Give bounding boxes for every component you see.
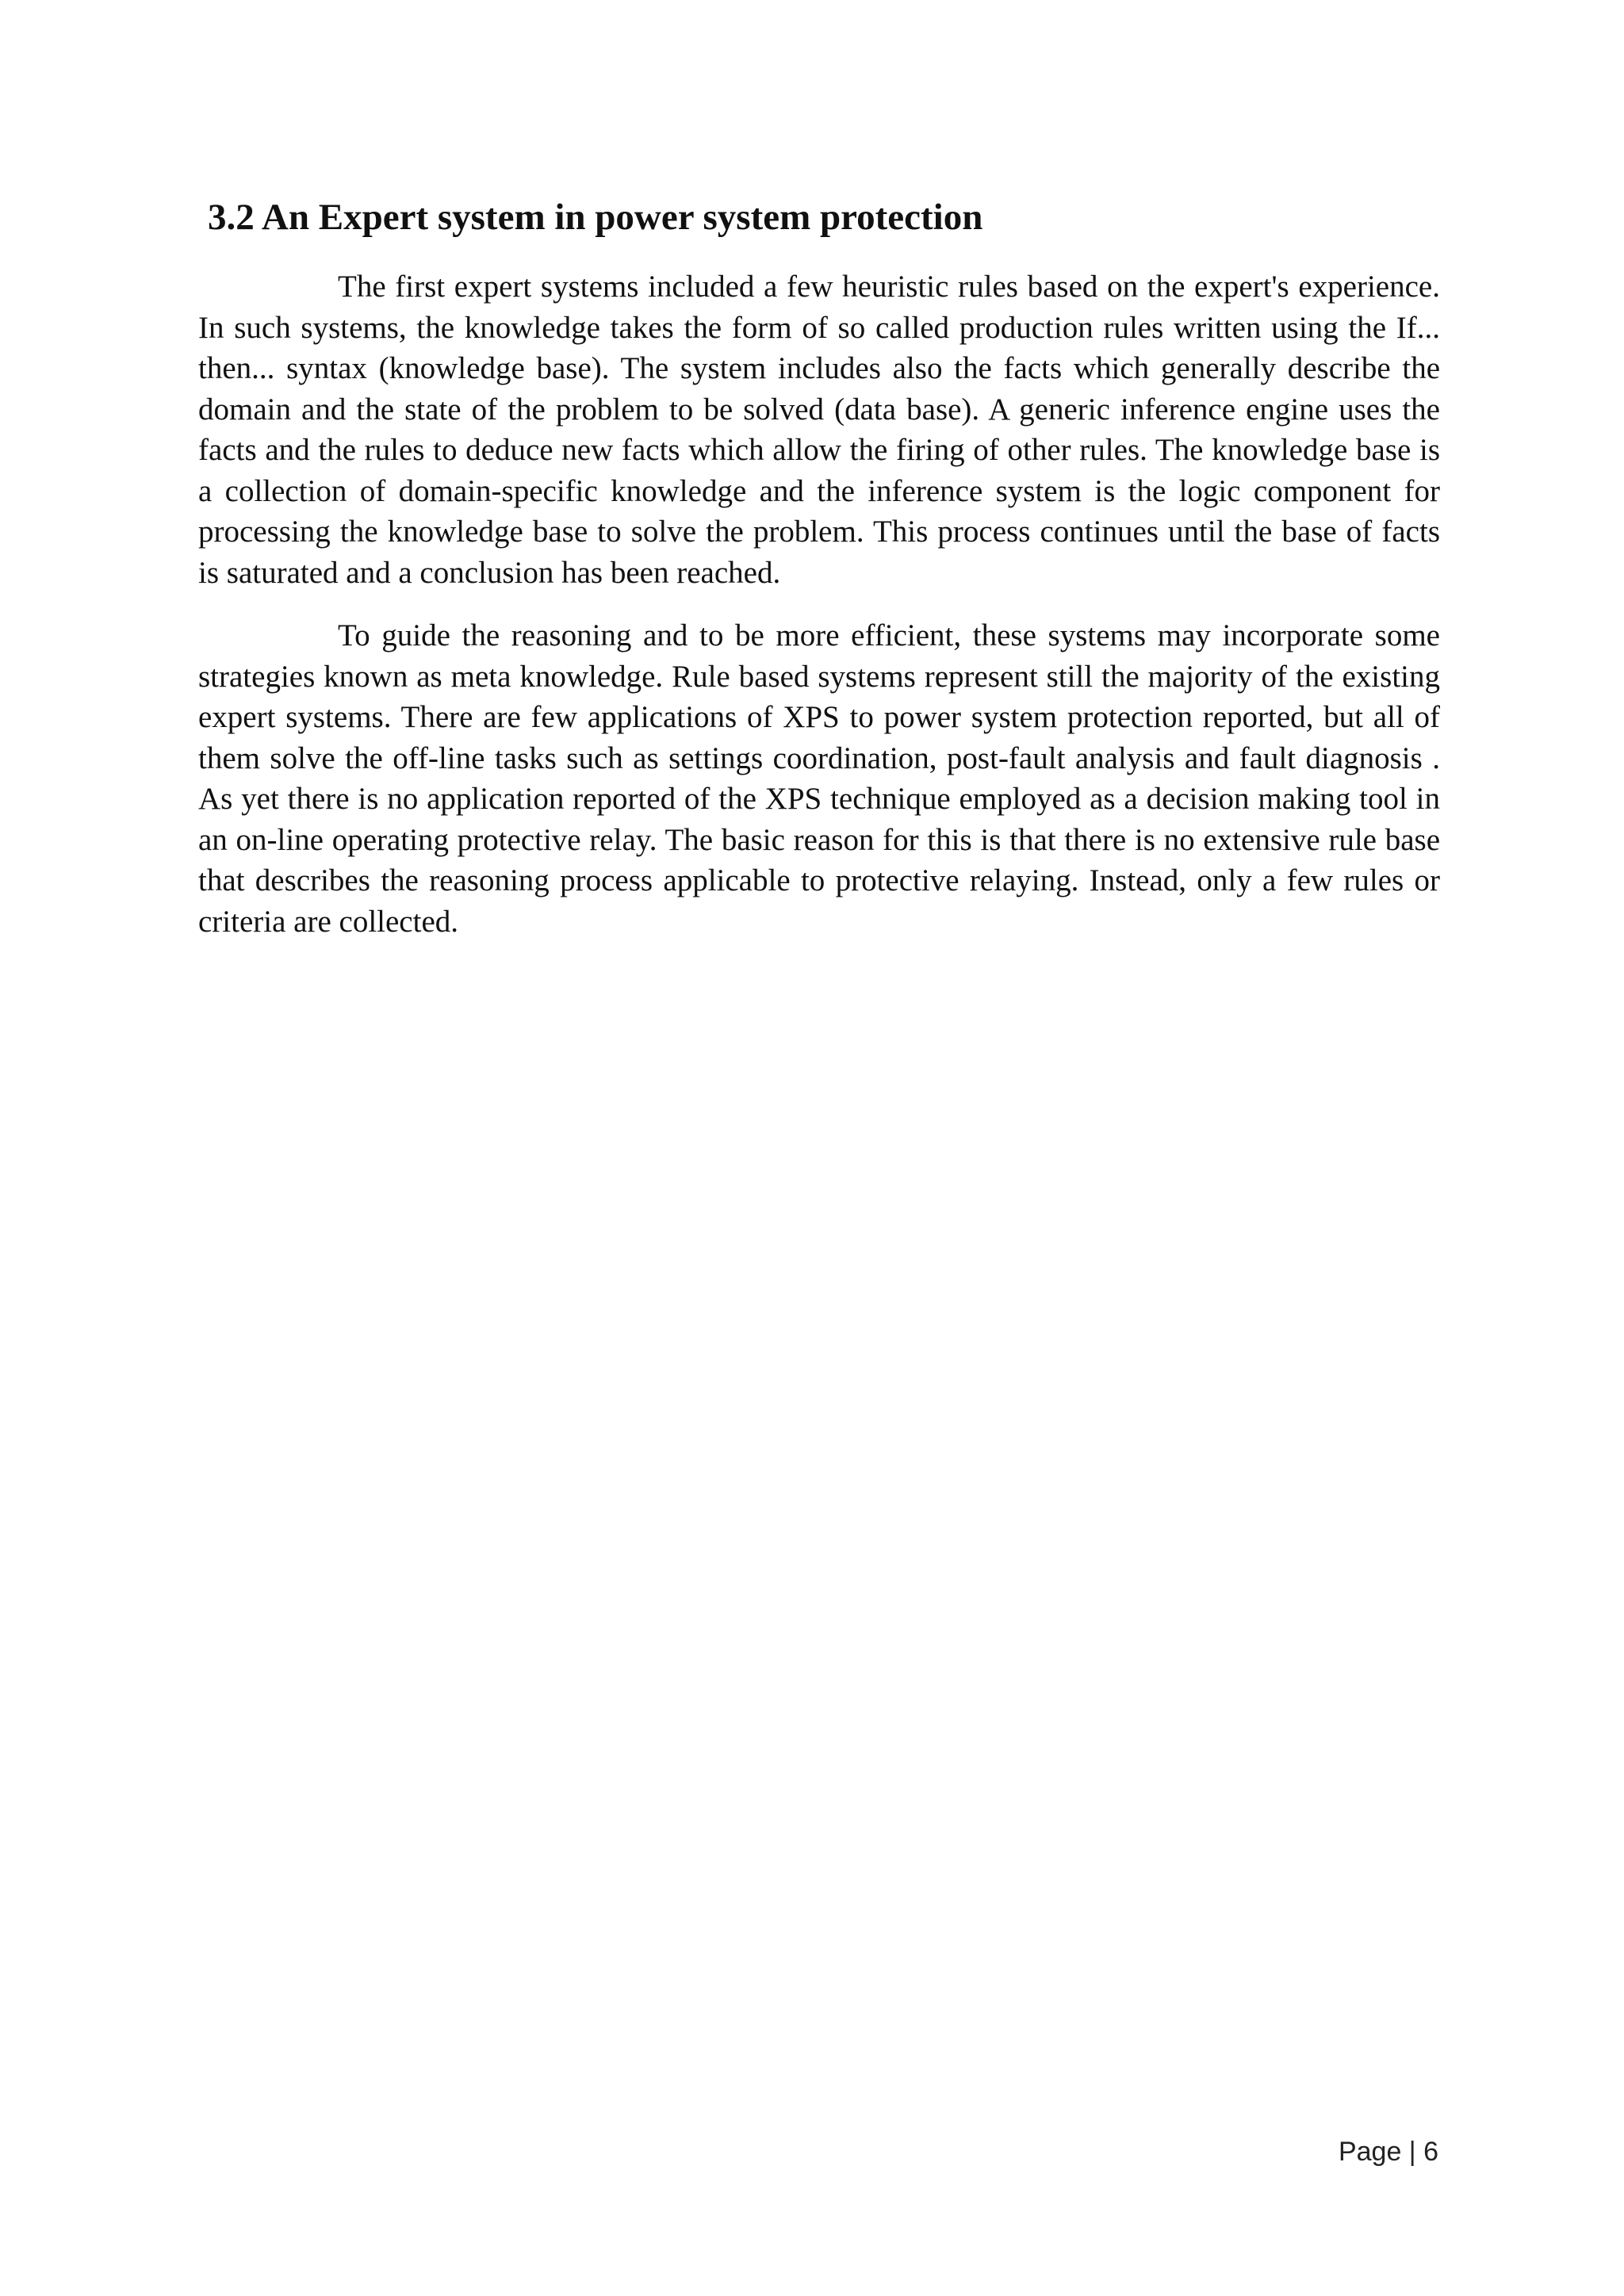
section-heading: 3.2 An Expert system in power system protection xyxy=(208,197,983,238)
page-number: Page | 6 xyxy=(1338,2137,1438,2167)
body-paragraph-1: The first expert systems included a few heuristic rules based on the expert's experience. In such systems, the knowledge takes the form of so called production rules written using the If... then... syntax (knowledge base). The system includes also the facts which generally describe the domain and the state of the problem to be solved (data base). A generic inference engine uses the facts and the rules to deduce new facts which allow the firing of other rules. The knowledge base is a collection of domain-specific knowledge and the inference system is the logic component for processing the knowledge base to solve the problem. This process continues until the base of facts is saturated and a conclusion has been reached. xyxy=(198,270,1440,590)
body-paragraph-2: To guide the reasoning and to be more efficient, these systems may incorporate some strategies known as meta knowledge. Rule based systems represent still the majority of the existing expert systems. There are few applications of XPS to power system protection reported, but all of them solve the off-line tasks such as settings coordination, post-fault analysis and fault diagnosis . As yet there is no application reported of the XPS technique employed as a decision making tool in an on-line operating protective relay. The basic reason for this is that there is no extensive rule base that describes the reasoning process applicable to protective relaying. Instead, only a few rules or criteria are collected. xyxy=(198,618,1440,939)
